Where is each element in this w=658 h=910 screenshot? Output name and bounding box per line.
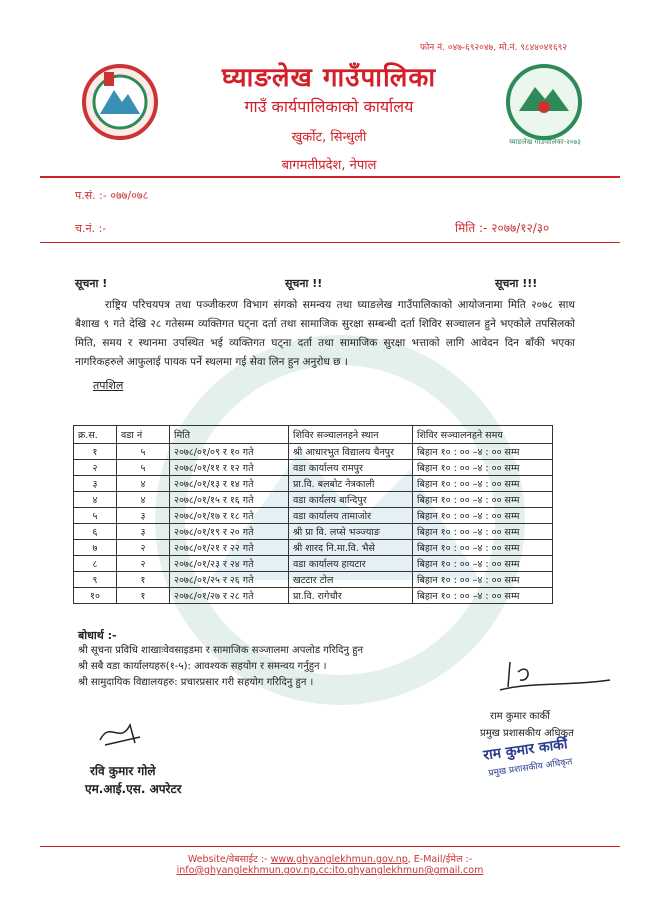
left-signature-mark [95,715,145,750]
table-cell: ४ [74,492,117,508]
emblem-caption: घ्याङलेख गाउँपालिका-२०७३ [509,138,581,146]
table-row [74,476,553,492]
table-row [74,540,553,556]
ps-number: प.सं. :- ०७७/०७८ [75,189,149,202]
table-row [74,460,553,476]
table-header-row [74,426,553,444]
org-name: घ्याङलेख गाउँपालिका [221,63,437,93]
bodhartha-item: श्री सबै वडा कार्यालयहरु(१-५): आवश्यक सहयोग र समन्वय गर्नुहुन । [78,661,327,672]
email-label: , E-Mail/ईमेल :- [407,854,473,865]
ref-divider [40,242,620,243]
table-cell: ७ [74,540,117,556]
table-row [74,492,553,508]
table-cell: ३ [117,508,170,524]
table-cell: ४ [117,476,170,492]
table-cell: बिहान १० : ०० –४ : ०० सम्म [413,540,553,556]
table-cell: २०७८/०१/२५ र २६ गते [170,572,289,588]
table-cell: २ [117,540,170,556]
bodhartha-item: श्री सामुदायिक विद्यालयहरु: प्रचारप्रसार गरी सहयोग गरिदिनु हुन । [78,677,314,688]
address-line-1: खुर्कोट, सिन्धुली [291,130,367,145]
table-cell: २०७८/०१/२७ र २८ गते [170,588,289,604]
table-cell: २०७८/०१/०९ र १० गते [170,444,289,460]
table-cell: श्री प्रा वि. लप्से भञ्ज्याङ [289,524,413,540]
table-cell: खटटार टोल [289,572,413,588]
website-label: Website/वेबसाईट :- [187,854,268,865]
stamp-name: राम कुमार कार्की [482,736,569,764]
table-cell: प्रा.वि. रागेचौर [289,588,413,604]
table-cell: ५ [74,508,117,524]
table-cell: ३ [74,476,117,492]
table-cell: ६ [74,524,117,540]
bodhartha-label: बोधार्थ :- [78,629,117,642]
table-cell: बिहान १० : ०० –४ : ०० सम्म [413,444,553,460]
table-row [74,508,553,524]
bodhartha-item: श्री सूचना प्रविधि शाखाःवेवसाइडमा र सामाजिक सञ्जालमा अपलोड गरिदिनु हुन [78,645,364,656]
table-cell: १ [117,572,170,588]
notice-body: राष्ट्रिय परिचयपत्र तथा पञ्जीकरण विभाग संगको समन्वय तथा घ्याङलेख गाउँपालिकाको आयोजनामा मिति २०७८ साथ बैशाख ९ गते देखि २८ गतेसम्म व्यक्तिगत घट्ना दर्ता तथा सामाजिक सुरक्षा सम्बन्धी दर्ता शिविर सञ्चालन हुने भएकोले तपसिलको मिति, समय र स्थानमा उपस्थित भई व्यक्तिगत घट्ना दर्ता तथा सामाजिक सुरक्षा भत्ताको लागि आवेदन दिन बाँकी भएका नागरिकहरुले आफुलाई पायक पर्ने स्थलमा गई सेवा लिन हुन अनुरोध छ । [75,299,575,368]
table-cell: वडा कार्यालय रामपुर [289,460,413,476]
table-cell: १ [117,588,170,604]
table-cell: २०७८/०१/१३ र १४ गते [170,476,289,492]
table-cell: २०७८/०१/२३ र २४ गते [170,556,289,572]
col-ward: वडा नं [117,426,170,444]
signature-mark [490,652,620,702]
table-cell: ४ [117,492,170,508]
table-cell: ५ [117,460,170,476]
address-line-2: बागमतीप्रदेश, नेपाल [281,158,377,173]
table-cell: बिहान १० : ०० –४ : ०० सम्म [413,556,553,572]
col-place: शिविर सञ्चालनहने स्थान [289,426,413,444]
bodhartha-list [78,643,363,691]
col-sn: क्र.स. [74,426,117,444]
signer-title: प्रमुख प्रशासकीय अधिकृत [480,728,574,739]
notice-1: सूचना ! [75,277,108,290]
table-cell: वडा कार्यलय बान्दिपुर [289,492,413,508]
col-time: शिविर सञ्चालनहने समय [413,426,553,444]
website-link[interactable]: www.ghyanglekhmun.gov.np [270,854,408,865]
phone-line: फोन नं. ०४७-६९२०४७, मो.नं. ९८४४०४१६९२ [420,43,568,53]
table-cell: २ [74,460,117,476]
table-row [74,556,553,572]
table-cell: २ [117,556,170,572]
office-name: गाउँ कार्यपालिकाको कार्यालय [244,97,414,116]
table-cell: बिहान १० : ०० –४ : ०० सम्म [413,588,553,604]
date-label: मिति :- २०७७/१२/३० [455,221,550,235]
table-cell: बिहान १० : ०० –४ : ०० सम्म [413,572,553,588]
header-divider [40,176,620,178]
table-cell: ९ [74,572,117,588]
cn-number: च.नं. :- [75,222,107,235]
table-cell: ३ [117,524,170,540]
table-cell: वडा कार्यालय तामाजोर [289,508,413,524]
email-link[interactable]: info@ghyanglekhmun.gov.np,cc:ito.ghyanglekhmun@gmail.com [176,865,484,876]
table-row [74,444,553,460]
notice-3: सूचना !!! [495,277,538,290]
schedule-table [73,425,553,604]
tapsil-label: तपशिल [93,379,124,392]
table-cell: श्री शारद नि.मा.वि. भैसे [289,540,413,556]
table-cell: २०७८/०१/११ र १२ गते [170,460,289,476]
table-cell: २०७८/०१/१५ र १६ गते [170,492,289,508]
table-cell: बिहान १० : ०० –४ : ०० सम्म [413,508,553,524]
table-cell: २०७८/०१/१९ र २० गते [170,524,289,540]
footer-divider [40,846,620,847]
table-cell: २०७८/०१/२१ र २२ गते [170,540,289,556]
table-cell: बिहान १० : ०० –४ : ०० सम्म [413,476,553,492]
table-cell: १ [74,444,117,460]
table-cell: बिहान १० : ०० –४ : ०० सम्म [413,524,553,540]
table-row [74,572,553,588]
table-cell: ८ [74,556,117,572]
table-cell: बिहान १० : ०० –४ : ०० सम्म [413,492,553,508]
notice-2: सूचना !! [285,277,323,290]
table-cell: श्री आधारभुत विद्यालय चैनपुर [289,444,413,460]
stamp-title: प्रमुख प्रशासकीय अधिकृत [487,757,573,779]
table-cell: बिहान १० : ०० –४ : ०० सम्म [413,460,553,476]
table-cell: २०७८/०१/१७ र १८ गते [170,508,289,524]
table-cell: प्रा.वि. बलबोट नेत्रकाली [289,476,413,492]
footer [40,852,620,876]
table-row [74,588,553,604]
operator-title: एम.आई.एस. अपरेटर [85,782,182,796]
table-cell: ५ [117,444,170,460]
table-cell: वडा कार्यालय हायटार [289,556,413,572]
col-date: मिति [170,426,289,444]
table-row [74,524,553,540]
table-cell: १० [74,588,117,604]
operator-name: रवि कुमार गोले [90,764,156,778]
signer-name: राम कुमार कार्की [490,711,550,722]
